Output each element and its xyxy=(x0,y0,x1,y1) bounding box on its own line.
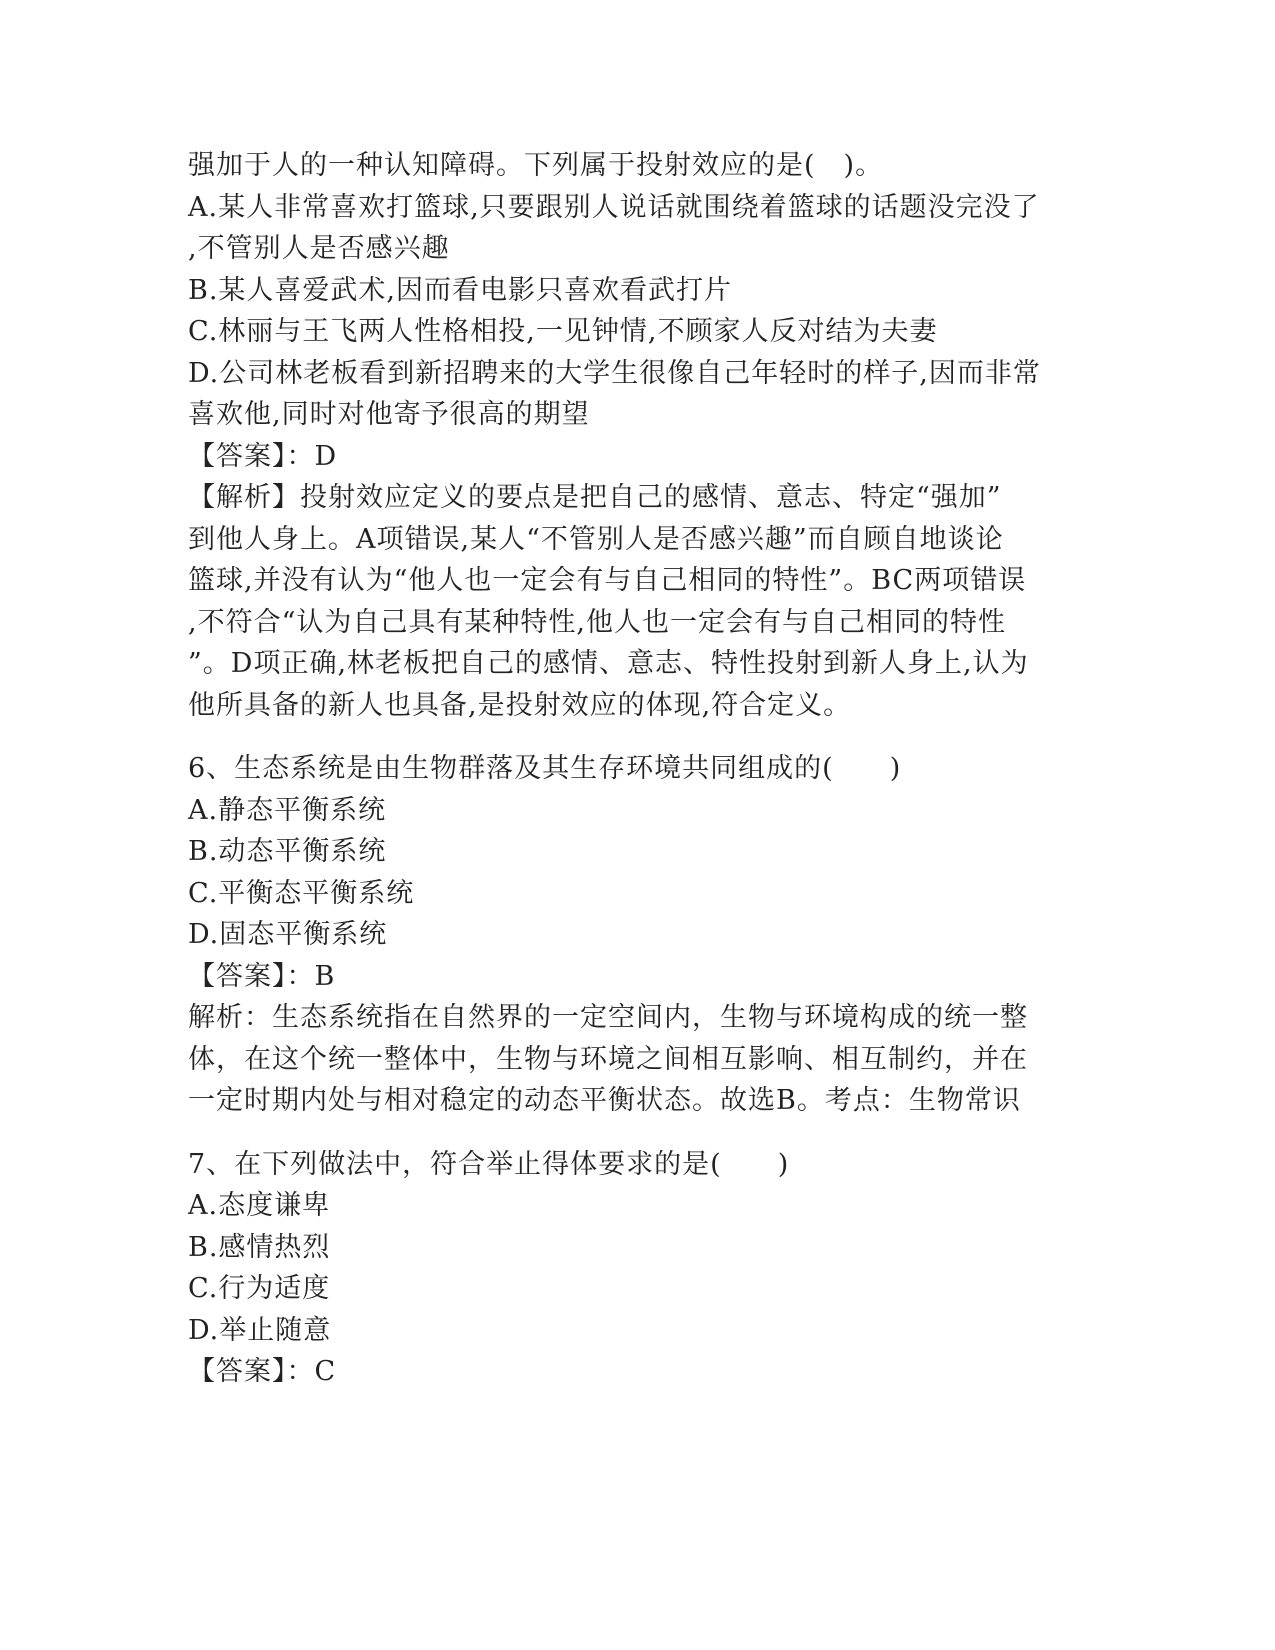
option-c: C.平衡态平衡系统 xyxy=(188,877,415,909)
question-stem: 6、生态系统是由生物群落及其生存环境共同组成的( ) xyxy=(188,753,902,784)
answer: 【答案】：D xyxy=(188,440,338,472)
option-c: C.林丽与王飞两人性格相投,一见钟情,不顾家人反对结为夫妻 xyxy=(188,316,938,347)
option-a: A.态度谦卑 xyxy=(188,1190,331,1221)
answer: 【答案】：B xyxy=(188,960,336,992)
option-b: B.某人喜爱武术,因而看电影只喜欢看武打片 xyxy=(188,274,733,306)
option-a: A.静态平衡系统 xyxy=(188,794,387,826)
option-a: A.某人非常喜欢打篮球,只要跟别人说话就围绕着篮球的话题没完没了 xyxy=(188,191,1040,223)
option-d: D.公司林老板看到新招聘来的大学生很像自己年轻时的样子,因而非常 xyxy=(188,357,1041,389)
analysis-line: 篮球,并没有认为“他人也一定会有与自己相同的特性”。BC两项错误 xyxy=(188,565,1027,596)
question-7 xyxy=(188,1144,1068,1393)
analysis-line: 【解析】投射效应定义的要点是把自己的感情、意志、特定“强加” xyxy=(188,482,1002,513)
analysis-line: 解析：生态系统指在自然界的一定空间内，生物与环境构成的统一整 xyxy=(188,1002,1028,1033)
option-d-cont: 喜欢他,同时对他寄予很高的期望 xyxy=(188,399,590,430)
option-d: D.举止随意 xyxy=(188,1314,332,1346)
document-content xyxy=(188,145,1068,1393)
analysis-line: ”。D项正确,林老板把自己的感情、意志、特性投射到新人身上,认为 xyxy=(188,648,1029,679)
option-d: D.固态平衡系统 xyxy=(188,919,388,950)
option-b: B.动态平衡系统 xyxy=(188,836,387,867)
option-b: B.感情热烈 xyxy=(188,1231,331,1263)
question-6 xyxy=(188,748,1068,1122)
question-stem: 7、在下列做法中，符合举止得体要求的是( ) xyxy=(188,1148,790,1180)
analysis-line: 到他人身上。A项错误,某人“不管别人是否感兴趣”而自顾自地谈论 xyxy=(188,523,1004,555)
question-stem: 强加于人的一种认知障碍。下列属于投射效应的是( )。 xyxy=(188,150,884,181)
analysis-line: ,不符合“认为自己具有某种特性,他人也一定会有与自己相同的特性 xyxy=(188,606,1006,638)
spacer xyxy=(188,726,1068,748)
analysis-line: 体，在这个统一整体中，生物与环境之间相互影响、相互制约，并在 xyxy=(188,1043,1028,1075)
question-5 xyxy=(188,145,1068,726)
answer: 【答案】：C xyxy=(188,1356,337,1387)
analysis-line: 一定时期内处与相对稳定的动态平衡状态。故选B。考点：生物常识 xyxy=(188,1085,1021,1116)
option-a-cont: ,不管别人是否感兴趣 xyxy=(188,233,450,264)
option-c: C.行为适度 xyxy=(188,1273,331,1304)
spacer xyxy=(188,1122,1068,1144)
analysis-line: 他所具备的新人也具备,是投射效应的体现,符合定义。 xyxy=(188,689,852,721)
